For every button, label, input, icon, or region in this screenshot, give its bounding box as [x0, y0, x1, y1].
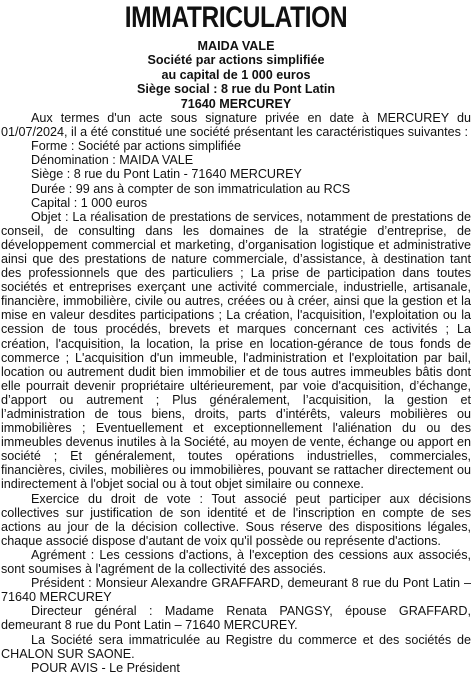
company-address: Siège social : 8 rue du Pont Latin: [136, 82, 336, 97]
approval-paragraph: Agrément : Les cessions d'actions, à l'exception des cessions aux associés, sont soumises à l'agrément de la collectivité des associés.: [1, 547, 471, 577]
company-city: 71640 MERCUREY: [180, 96, 292, 111]
company-name: MAIDA VALE: [197, 39, 275, 53]
registration-paragraph: La Société sera immatriculée au Registre du commerce et des sociétés de CHALON SUR SAONE.: [1, 632, 471, 661]
company-capital: au capital de 1 000 euros: [161, 67, 311, 82]
form-line: Forme : Société par actions simplifiée: [31, 139, 241, 154]
object-paragraph: Objet : La réalisation de prestations de services, notamment de prestations de conseil, de consulting dans les domaines de la stratégie d’entreprise, de développement commercial et marketing, d’organisation logistique et administrative ainsi que des prestations de nature commerciale, d’assistance, à destination tant des professionnels que des particuliers ; La prise de participation dans toutes sociétés et entreprises exerçant une activité commerciale, industrielle, artisanale, financière, immobilière, civile ou autres, créées ou à créer, ainsi que la gestion et la mise en valeur desdites participations ; La création, l'acquisition, l'exploitation ou la cession de tous procédés, brevets et marques concernant ces activités ; La création, l'acquisition, la location, la prise en location-gérance de tous fonds de commerce ; L'acquisition d'un immeuble, l'administration et l'exploitation par bail, location ou autrement dudit bien immobilier et de tous autres immeubles bâtis dont elle pourrait devenir propriétaire ultérieurement, par voie d'acquisition, d’échange, d’apport ou autrement ; Plus généralement, l’acquisition, la gestion et l’administration de tous biens, droits, parts d’intérêts, valeurs mobilières ou immobilières ; Eventuellement et exceptionnellement l'aliénation du ou des immeubles devenus inutiles à la Société, au moyen de vente, échange ou apport en société ; Et généralement, toutes opérations industrielles, commerciales, financières, civiles, mobilières ou immobilières, pouvant se rattacher directement ou indirectement à l'objet social ou à tout objet similaire ou connexe.: [1, 209, 471, 492]
voting-rights-paragraph: Exercice du droit de vote : Tout associé peut participer aux décisions collectives sur justification de son identité et de l'inscription en compte de ses actions au jour de la décision collective. Sous réserve des dispositions légales, chaque associé dispose d'autant de voix qu'il possède ou représente d'actions.: [1, 491, 471, 548]
duration-line: Durée : 99 ans à compter de son immatriculation au RCS: [31, 181, 351, 196]
notice-body: [1, 111, 471, 675]
notice-title: IMMATRICULATION: [124, 1, 348, 34]
capital-line: Capital : 1 000 euros: [31, 195, 148, 210]
general-director-paragraph: Directeur général : Madame Renata PANGSY, épouse GRAFFARD, demeurant 8 rue du Pont Latin – 71640 MERCUREY.: [1, 604, 471, 633]
president-paragraph: Président : Monsieur Alexandre GRAFFARD, demeurant 8 rue du Pont Latin – 71640 MERCUREY: [1, 576, 471, 605]
intro-paragraph: Aux termes d'un acte sous signature privée en date à MERCUREY du 01/07/2024, il a été constitué une société présentant les caractéristiques suivantes :: [1, 111, 471, 140]
denomination-line: Dénomination : MAIDA VALE: [31, 153, 194, 168]
signature-line: POUR AVIS - Le Président: [31, 660, 180, 675]
company-form: Société par actions simplifiée: [147, 53, 325, 68]
company-header: [1, 39, 471, 111]
seat-line: Siège : 8 rue du Pont Latin - 71640 MERCUREY: [31, 167, 302, 182]
